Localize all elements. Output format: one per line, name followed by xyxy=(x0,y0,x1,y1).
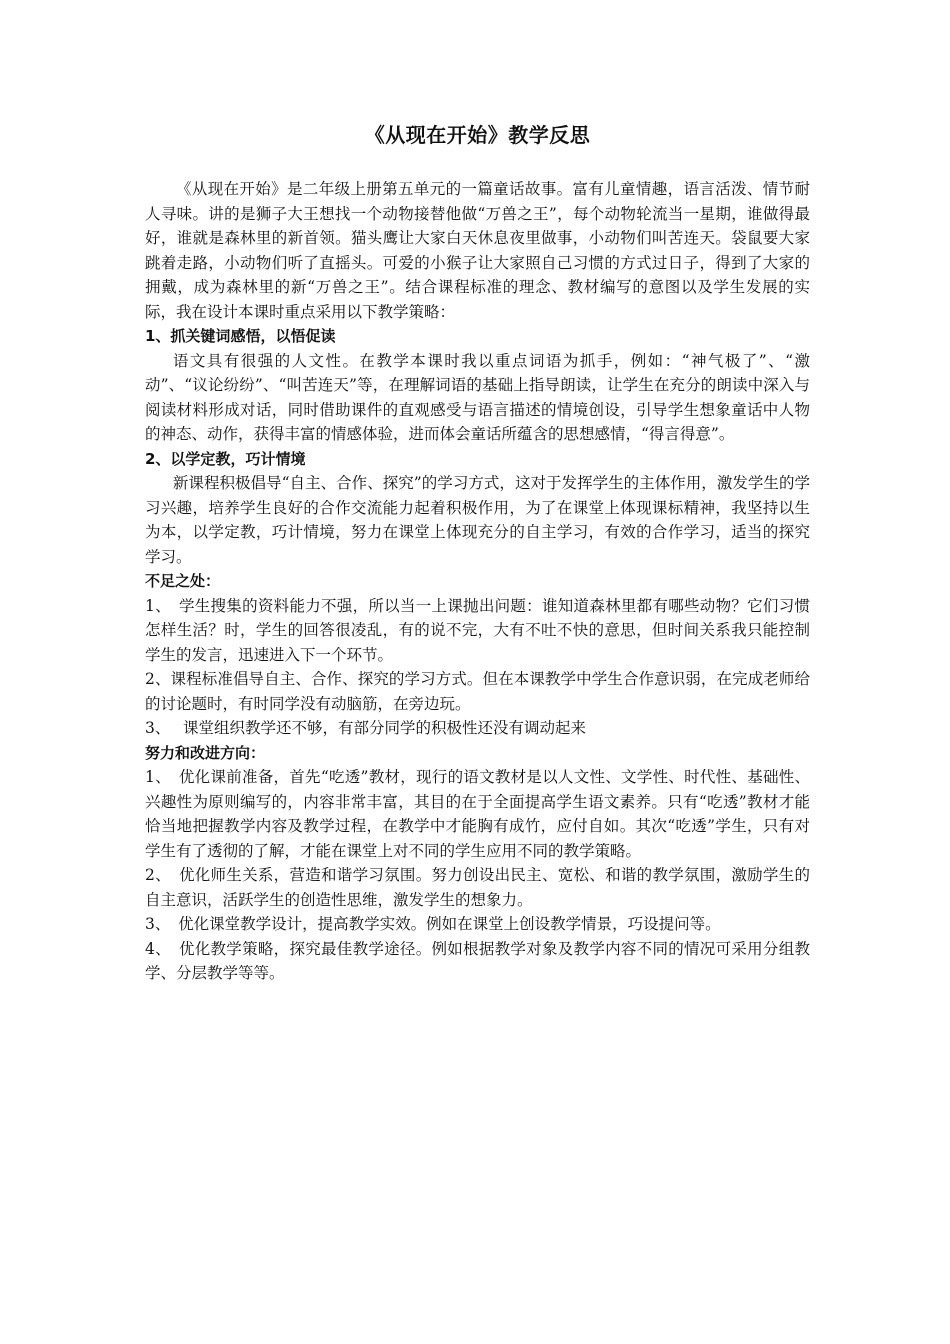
shortcomings-heading: 不足之处： xyxy=(145,572,221,590)
improvement-item: 3、 优化课堂教学设计，提高教学实效。例如在课堂上创设教学情景，巧设提问等。 xyxy=(145,915,721,933)
document-page xyxy=(145,120,810,986)
improvement-item: 1、 优化课前准备，首先“吃透”教材，现行的语文教材是以人文性、文学性、时代性、基础性、兴趣性为原则编写的，内容非常丰富，其目的在于全面提高学生语文素养。只有“吃透”教材才能恰当地把握教学内容及教学过程，在教学中才能胸有成竹，应付自如。其次“吃透”学生，只有对学生有了透彻的了解，才能在课堂上对不同的学生应用不同的教学策略。 xyxy=(145,768,810,860)
section-heading-2: 2、以学定教，巧计情境 xyxy=(145,449,306,468)
section-body-2: 新课程积极倡导“自主、合作、探究”的学习方式，这对于发挥学生的主体作用，激发学生的学习兴趣，培养学生良好的合作交流能力起着积极作用，为了在课堂上体现课标精神，我坚持以生为本，以学定教，巧计情境，努力在课堂上体现充分的自主学习，有效的合作学习，适当的探究学习。 xyxy=(145,474,810,566)
shortcoming-item: 1、 学生搜集的资料能力不强，所以当一上课抛出问题：谁知道森林里都有哪些动物？它们习惯怎样生活？时，学生的回答很凌乱，有的说不完，大有不吐不快的意思，但时间关系我只能控制学生的发言，迅速进入下一个环节。 xyxy=(145,596,810,664)
section-body-1: 语文具有很强的人文性。在教学本课时我以重点词语为抓手，例如：“神气极了”、“激动”、“议论纷纷”、“叫苦连天”等，在理解词语的基础上指导朗读，让学生在充分的朗读中深入与阅读材料形成对话，同时借助课件的直观感受与语言描述的情境创设，引导学生想象童话中人物的神态、动作，获得丰富的情感体验，进而体会童话所蕴含的思想感情，“得言得意”。 xyxy=(145,351,810,443)
section-heading-1: 1、抓关键词感悟，以悟促读 xyxy=(145,327,336,345)
document-title: 《从现在开始》教学反思 xyxy=(364,123,591,147)
intro-paragraph: 《从现在开始》是二年级上册第五单元的一篇童话故事。富有儿童情趣，语言活泼、情节耐人寻味。讲的是狮子大王想找一个动物接替他做“万兽之王”，每个动物轮流当一星期，谁做得最好，谁就是森林里的新首领。猫头鹰让大家白天休息夜里做事，小动物们叫苦连天。袋鼠要大家跳着走路，小动物们听了直摇头。可爱的小猴子让大家照自己习惯的方式过日子，得到了大家的拥戴，成为森林里的新“万兽之王”。结合课程标准的理念、教材编写的意图以及学生发展的实际，我在设计本课时重点采用以下教学策略： xyxy=(145,180,810,321)
improvement-heading: 努力和改进方向： xyxy=(145,743,266,762)
improvement-item: 4、 优化教学策略，探究最佳教学途径。例如根据教学对象及教学内容不同的情况可采用分组教学、分层教学等等。 xyxy=(145,939,810,982)
shortcoming-item: 3、 课堂组织教学还不够，有部分同学的积极性还没有调动起来 xyxy=(145,719,587,737)
improvement-item: 2、 优化师生关系，营造和谐学习氛围。努力创设出民主、宽松、和谐的教学氛围，激励学生的自主意识，活跃学生的创造性思维，激发学生的想象力。 xyxy=(145,866,810,909)
shortcoming-item: 2、课程标准倡导自主、合作、探究的学习方式。但在本课教学中学生合作意识弱，在完成老师给的讨论题时，有时同学没有动脑筋，在旁边玩。 xyxy=(145,670,810,713)
